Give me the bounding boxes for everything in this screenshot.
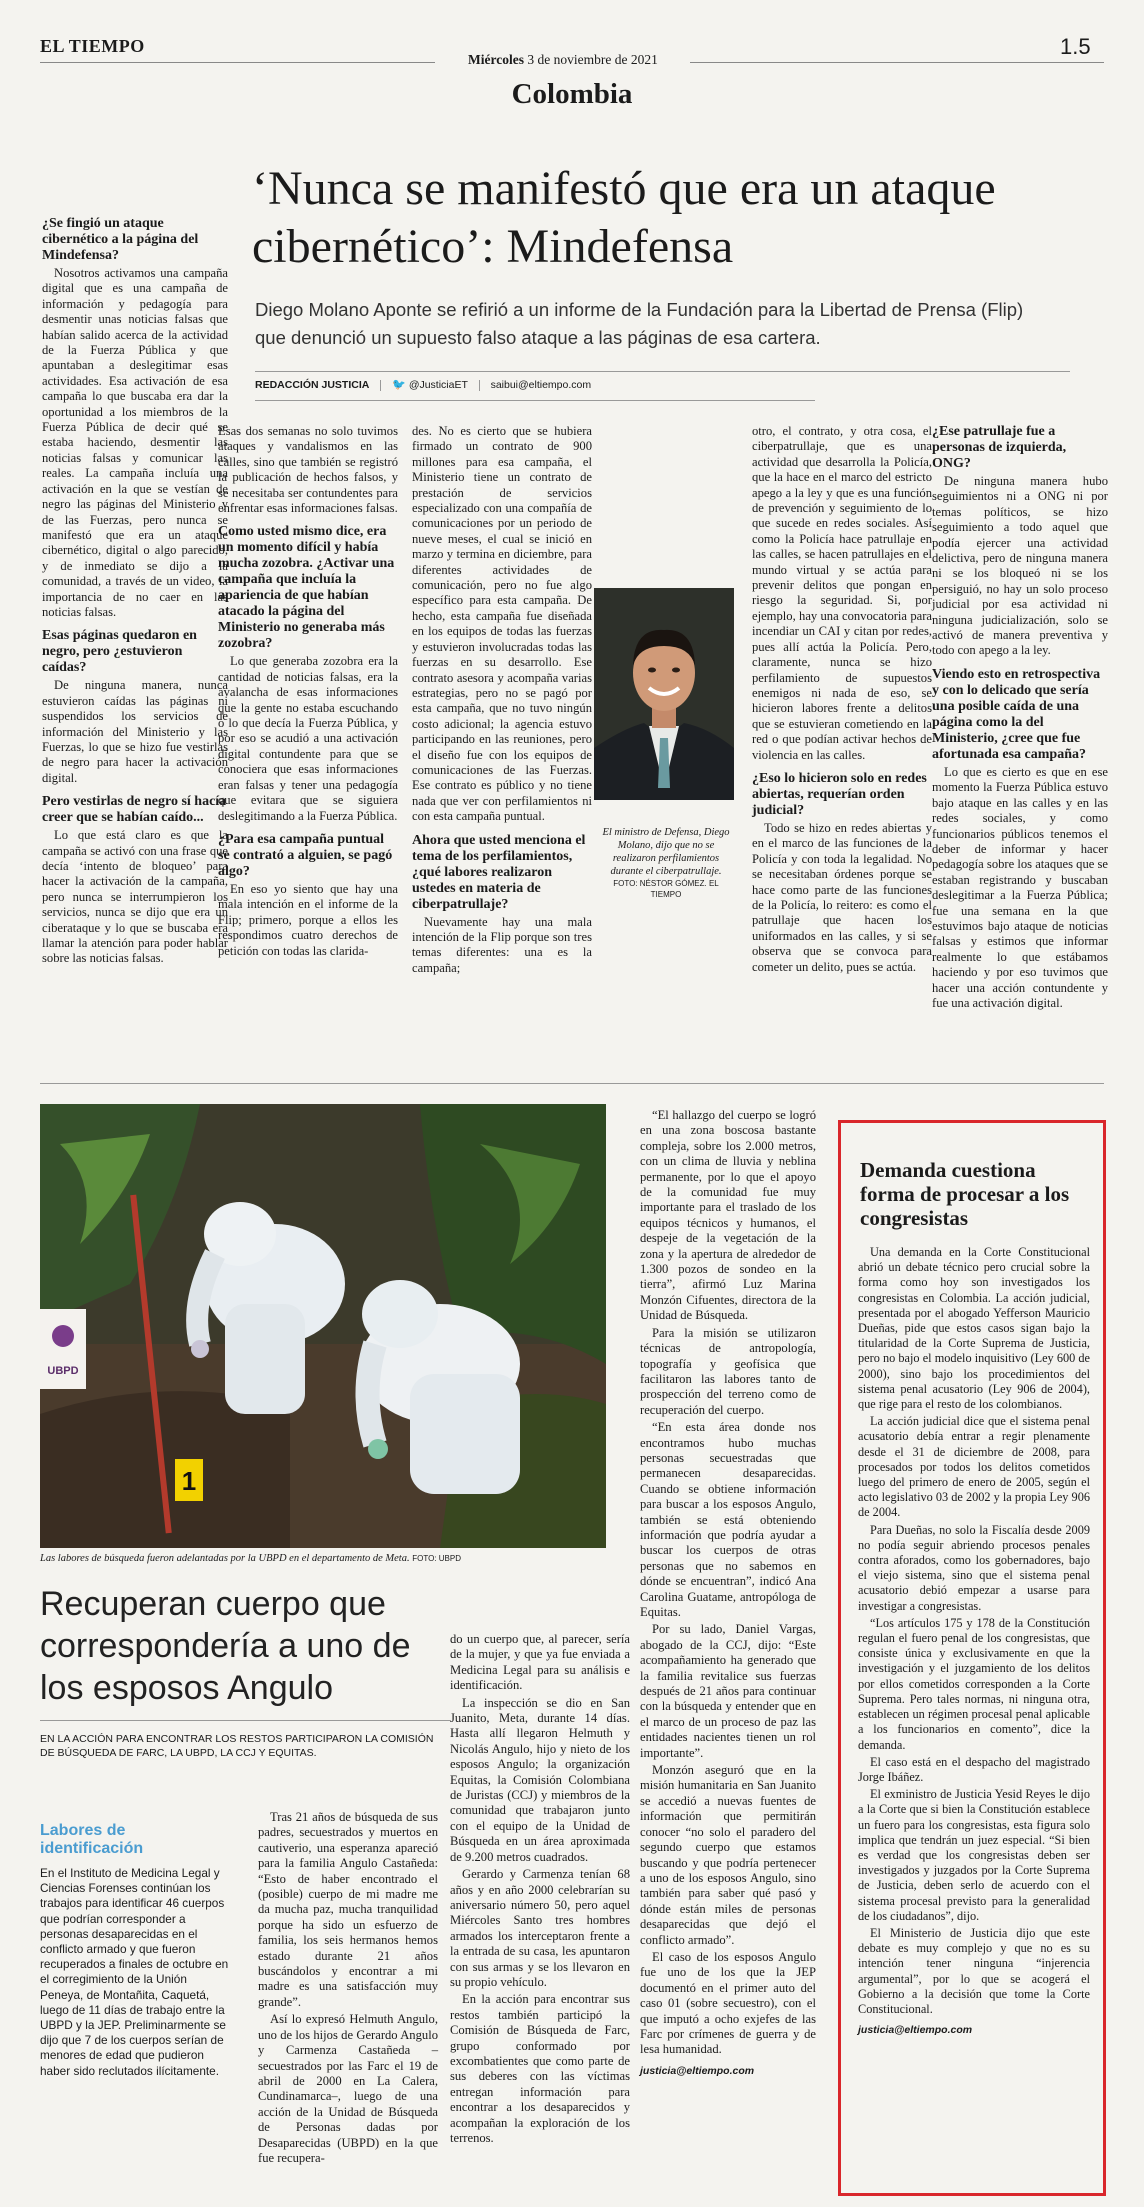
masthead-rule-right (690, 62, 1104, 63)
ubpd-sign-label: UBPD (47, 1365, 79, 1377)
minister-photo-caption: El ministro de Defensa, Diego Molano, dijo que no se realizaron perfilamientos durante el ciberpatrullaje. (602, 827, 730, 877)
byline-email[interactable]: saibui@eltiempo.com (490, 379, 592, 391)
article2-headline: Recuperan cuerpo que correspondería a uno de los esposos Angulo (40, 1585, 411, 1707)
paragraph: Así lo expresó Helmuth Angulo, uno de los hijos de Gerardo Angulo y Carmenza Castañeda –secuestrados por las Farc el 19 de abril de 2000 en La Calera, Cundinamarca–, luego de una acción de la Unidad de Búsqueda de Personas dadas por Desaparecidas (UBPD) en la que fue recupera- (258, 2012, 438, 2165)
masthead-rule-left (40, 62, 435, 63)
question: Como usted mismo dice, era un momento difícil y había mucha zozobra. ¿Activar una campaña que incluía la apariencia de que habían atacado la página del Ministerio no generaba más zozobra? (218, 524, 395, 652)
byline-twitter[interactable]: @JusticiaET (408, 379, 468, 391)
paragraph: Tras 21 años de búsqueda de sus padres, secuestrados y muertos en cautiverio, una esperanza apareció para la familia Angulo Castañeda: “Esto de haber encontrado el (posible) cuerpo de mi madre me da mucha paz, mucha tranquilidad porque ha sido un esfuerzo de familia, los seis hermanos hemos estado durante 21 años buscándolos y encontrar a mi madre es una satisfacción muy grande”. (258, 1810, 438, 2009)
question: ¿Eso lo hicieron solo en redes abiertas, requerían orden judicial? (752, 770, 927, 818)
answer: Nosotros activamos una campaña digital que es una campaña de información y pedagogía para desmentir unas noticias falsas que habían salido acerca de la actividad de la Fuerza Pública y que apuntaban a deslegitimar esas actividades. Esa activación de esa campaña lo que buscaba era dar la oportunidad a los miembros de la Fuerza Pública de decir qué se estaba haciendo, desmentir las noticias falsas y comunicar las reales. La campaña incluía una activación en la que se vestían de negro las páginas del Ministerio y de las Fuerzas, pero nunca se manifestó que era un ataque cibernético, digital o algo parecido, y de inmediato se dijo a la comunidad, a través de un video, la importancia de no caer en las noticias falsas. (42, 266, 228, 619)
article2-column-2 (450, 1632, 630, 2148)
masthead-day: Miércoles (468, 52, 524, 67)
section-title: Colombia (511, 78, 633, 110)
answer: Lo que es cierto es que en ese momento la Fuerza Pública estuvo bajo ataque en las calles y en las redes sociales, y como funcionarios públicos tenemos el deber de informar y hacer pedagogía sobre los ataques que se estaban registrando y buscaban deslegitimar a la Fuerza Pública; fue una semana en la que estuvimos bajo ataque de noticias falsas y estimos que informar realmente lo que estábamos haciendo y por eso tuvimos que hacer una acción contundente y fue una activación digital. (932, 764, 1108, 1010)
article1-column-4 (752, 424, 932, 977)
minister-photo (594, 588, 734, 800)
article3-headline: Demanda cuestiona forma de procesar a los congresistas (860, 1158, 1070, 1230)
byline-rule-bottom (255, 400, 815, 401)
answer: Esas dos semanas no solo tuvimos ataques y vandalismos en las calles, sino que también se registró la publicación de hechos falsos, y se necesitaba ser contundentes para enfrentar esas informaciones falsas. (218, 424, 398, 516)
minister-portrait-illustration (594, 588, 734, 800)
page-number: 1.5 (1060, 34, 1091, 59)
question: ¿Ese patrullaje fue a personas de izquierda, ONG? (932, 424, 1067, 471)
byline-author: REDACCIÓN JUSTICIA (255, 379, 370, 391)
paragraph: La acción judicial dice que el sistema penal acusatorio debía entrar a regir plenamente desde el 31 de diciembre de 2008, para procesados por todos los delitos cometidos luego del primero de enero de 2005, según el acto legislativo 03 de 2002 y la propia Ley 906 de 2004. (858, 1414, 1090, 1520)
article2-column-1 (258, 1810, 438, 2168)
sidebar-title: Labores de identificación (40, 1822, 144, 1857)
paragraph: Por su lado, Daniel Vargas, abogado de la CCJ, dijo: “Este acompañamiento ha generado que la familia revitalice sus fuerzas después de 21 años para continuar con la búsqueda y entender que en el marco de un proceso de paz las entidades nacientes tienen un rol importante”. (640, 1622, 816, 1760)
section-divider (40, 1083, 1104, 1084)
paragraph: Monzón aseguró que en la misión humanitaria en San Juanito se accedió a nuevas fuentes de información que permitirán conocer “no solo el paradero del segundo cuerpo que estamos buscando y que podría pertenecer a uno de los esposos Angulo, sino también para saber qué pasó y dónde están miles de personas desaparecidas que dejó el conflicto armado”. (640, 1763, 816, 1947)
article1-column-2 (218, 424, 398, 961)
paragraph: Una demanda en la Corte Constitucional abrió un debate técnico pero crucial sobre la forma como hoy son investigados los congresistas en Colombia. La acción judicial, presentada por el abogado Yefferson Mauricio Dueñas, pide que estos casos sigan bajo la titularidad de la Corte Suprema de Justicia, pero no bajo el modelo inquisitivo (Ley 600 de 2000), sino bajo los procedimientos del sistema penal acusatorio (Ley 906 de 2004), que rige para el resto de los colombianos. (858, 1245, 1090, 1412)
forensic-search-illustration (40, 1104, 606, 1548)
article2-email[interactable]: justicia@eltiempo.com (640, 2064, 755, 2077)
paragraph: Para la misión se utilizaron técnicas de antropología, topografía y geofísica que facilitaron las labores tanto de prospección del terreno como de recuperación del cuerpo. (640, 1325, 816, 1417)
paragraph: La inspección se dio en San Juanito, Meta, durante 14 días. Hasta allí llegaron Helmuth y Nicolás Angulo, hijo y nieto de los esposos Angulo; la organización Equitas, la Comisión Colombiana de Juristas (CCJ) y miembros de la comunidad que trabajaron junto con el equipo de la Unidad de Búsqueda en un área aproximada de 9.200 metros cuadrados. (450, 1695, 630, 1864)
search-photo-caption-line (40, 1552, 610, 1565)
paragraph: “Los artículos 175 y 178 de la Constitución regulan el fuero penal de los congresistas, que consiste única y exclusivamente en que la investigación y el juzgamiento de los delitos por ellos cometidos corresponden a la Corte Suprema. Pero tales normas, ni ninguna otra, establecen un régimen procesal penal aplicable a los funcionarios en comento”, dice la demanda. (858, 1615, 1090, 1752)
evidence-marker-number: 1 (181, 1466, 197, 1496)
article1-column-3 (412, 424, 592, 978)
paragraph: En la acción para encontrar sus restos también participó la Comisión de Búsqueda de Farc, grupo conformado por excombatientes que como parte de sus deberes con las víctimas entregan información para encontrar a los desaparecidos y acompañan la exploración de los terrenos. (450, 1992, 630, 2145)
byline-rule-top (255, 371, 1070, 372)
article2-subhead: EN LA ACCIÓN PARA ENCONTRAR LOS RESTOS PARTICIPARON LA COMISIÓN DE BÚSQUEDA DE FARC, LA UBPD, LA CCJ Y EQUITAS. (40, 1733, 434, 1759)
answer: Nuevamente hay una mala intención de la Flip porque son tres temas diferentes: una es la campaña; (412, 914, 592, 975)
paragraph: Para Dueñas, no solo la Fiscalía desde 2009 no podía seguir abriendo procesos penales contra aforados, como los gobernadores, bajo el viejo sistema, sino que el sistema penal acusatorio debió empezar a usarse para investigar a congresistas. (858, 1522, 1090, 1613)
answer: De ninguna manera hubo seguimientos ni a ONG ni por temas políticos, se hizo seguimiento a todo aquel que podía ejercer una actividad delictiva, pero de ninguna manera ni se los bloqueó ni se los persiguió, no hay un solo proceso judicial por esa actividad ni ninguna judicialización, solo se activó de manera preventiva y todo con apego a la ley. (932, 474, 1108, 658)
brand-logo: EL TIEMPO (40, 36, 145, 56)
question: Esas páginas quedaron en negro, pero ¿estuvieron caídas? (42, 628, 197, 676)
paragraph: El Ministerio de Justicia dijo que este debate es muy complejo y que no es su intención tener ninguna “injerencia argumental”, por lo que se acogerá el Gobierno a la decisión que tome la Corte Constitucional. (858, 1925, 1090, 2016)
masthead-date-text: 3 de noviembre de 2021 (527, 52, 658, 67)
answer: Todo se hizo en redes abiertas y en el marco de las funciones de la Policía y con toda la legalidad. No se necesitaban órdenes porque se hace como parte de las funciones de la Policía, lo reitero: es como el patrullaje que hacen los uniformados en las calles, y si se observa que se convoca para cometer un delito, pues se actúa. (752, 820, 932, 974)
question: ¿Se fingió un ataque cibernético a la página del Mindefensa? (42, 216, 199, 263)
answer: des. No es cierto que se hubiera firmado un contrato de 900 millones para esa campaña, el Ministerio tiene un contrato de prestación de servicios especializado con una compañía de comunicaciones por un periodo de nueve meses, el cual se inició en marzo y termina en diciembre, para diferentes actividades de comunicación, pero no fue algo específico para esta campaña. De hecho, esta campaña fue diseñada en los equipos de todas las fuerzas y estuvieron involucradas todas las fuerzas en su desarrollo. Ese contrato asesora y acompaña varias estrategias, pero no se pagó por esta campaña, que no tuvo ningún costo adicional; la agencia estuvo participando en las reuniones, pero el diseño fue con los equipos de comunicaciones de las Fuerzas. Ese contrato es público y no tiene nada que ver con perfilamientos ni con esta campaña puntual. (412, 424, 592, 824)
article1-column-5 (932, 424, 1108, 1013)
masthead-date (468, 52, 658, 68)
answer: Lo que está claro es que la campaña se activó con una frase que decía ‘intento de bloqueo’ para hacer la activación de la campaña, pero nunca se interrumpieron los servicios, nunca se dijo que era un ciberataque y lo que se buscaba era llamar la atención para poder hablar sobre las noticias falsas. (42, 828, 228, 966)
article1-subhead: Diego Molano Aponte se refirió a un informe de la Fundación para la Libertad de Prensa (Flip) que denunció un supuesto falso ataque a las páginas de esa cartera. (255, 299, 1024, 348)
answer: De ninguna manera, nunca estuvieron caídas las páginas ni suspendidos los servicios de información del Ministerio y las Fuerzas, lo que se hizo fue vestirlas de negro para hacer la activación digital. (42, 678, 228, 785)
ubpd-sign (40, 1309, 86, 1389)
article3-email[interactable]: justicia@eltiempo.com (858, 2024, 973, 2037)
search-photo-caption: Las labores de búsqueda fueron adelantadas por la UBPD en el departamento de Meta. (40, 1553, 410, 1564)
question: Ahora que usted menciona el tema de los perfilamientos, ¿qué labores realizaron ustedes en materia de ciberpatrullaje? (412, 832, 586, 912)
article1-headline: ‘Nunca se manifestó que era un ataque cibernético’: Mindefensa (252, 162, 996, 273)
article2-column-3 (640, 1108, 816, 2079)
paragraph: “En esta área donde nos encontramos hubo muchas personas secuestradas que permanecen desaparecidas. Cuando se obtiene información para buscar a los esposos Angulo, también se está obteniendo información que podría ayudar a buscar los cuerpos de otras personas que no sabemos en dónde se encuentran”, indicó Ana Carolina Guatame, antropóloga de Equitas. (640, 1420, 816, 1619)
question: Pero vestirlas de negro sí hacía creer que se habían caído... (42, 794, 227, 826)
answer: Lo que generaba zozobra era la cantidad de noticias falsas, era la avalancha de esas informaciones que la gente no estaba escuchando o lo que decía la Fuerza Pública, y por eso se acudió a una activación digital contundente para que se conociera que esas informaciones eran falsas y tener una pedagogía que evitara que se siguiera deslegitimando a la Fuerza Pública. (218, 654, 398, 823)
article1-column-1 (42, 216, 228, 969)
article2-rule (40, 1720, 450, 1721)
sidebar-paragraph: En el Instituto de Medicina Legal y Ciencias Forenses continúan los trabajos para identificar 46 cuerpos que podrían corresponder a personas desaparecidas en el conflicto armado y que fueron recuperados a finales de octubre en el corregimiento de la Unión Peneya, de Montañita, Caquetá, luego de 11 días de trabajo entre la UBPD y la JEP. Preliminarmente se dijo que 7 de los cuerpos serían de menores de edad que pudieron haber sido reclutados ilícitamente. (40, 1866, 229, 2078)
paragraph: do un cuerpo que, al parecer, sería de la mujer, y que ya fue enviada a Medicina Legal para su análisis e identificación. (450, 1632, 630, 1693)
paragraph: El caso está en el despacho del magistrado Jorge Ibáñez. (858, 1754, 1090, 1784)
sidebar-text (40, 1866, 230, 2081)
search-photo-credit: FOTO: UBPD (412, 1554, 461, 1563)
twitter-icon: 🐦 (392, 379, 406, 391)
paragraph: “El hallazgo del cuerpo se logró en una zona boscosa bastante compleja, sobre los 2.000 metros, con un clima de lluvia y neblina permanente, por lo que el apoyo de la comunidad fue muy importante para el traslado de los equipos técnicos y humanos, el despeje de la vegetación de la zona y la apertura de alrededor de 1.300 pozos de sondeo en la tierra”, afirmó Luz Marina Monzón Cifuentes, directora de la Unidad de Búsqueda. (640, 1108, 816, 1323)
minister-photo-credit: FOTO: NÉSTOR GÓMEZ. EL TIEMPO (613, 879, 719, 899)
paragraph: Gerardo y Carmenza tenían 68 años y en año 2000 celebrarían su aniversario número 50, pero aquel Miércoles Santo tres hombres armados los interceptaron frente a la entrada de su casa, les apuntaron con sus armas y se los llevaron en su propio vehículo. (450, 1867, 630, 1989)
paragraph: El exministro de Justicia Yesid Reyes le dijo a la Corte que si bien la Constitución establece un fuero para los congresistas, esta figura solo implica que tendrán un juez especial. “Si bien es verdad que los congresistas deben ser investigados y juzgados por la Corte Suprema de Justicia, deben serlo de acuerdo con el sistema procesal previsto para la generalidad de los ciudadanos”, dijo. (858, 1787, 1090, 1923)
search-photo (40, 1104, 606, 1548)
question: ¿Para esa campaña puntual se contrató a alguien, se pagó algo? (218, 831, 393, 879)
question: Viendo esto en retrospectiva y con lo delicado que sería una posible caída de una página como la del Ministerio, ¿cree que fue afortunada esa campaña? (932, 666, 1101, 762)
answer: En eso yo siento que hay una mala intención en el informe de la Flip; primero, porque a ellos les respondimos cuatro derechos de petición con todas las clarida- (218, 881, 398, 958)
byline (255, 378, 855, 391)
answer: otro, el contrato, y otra cosa, el ciberpatrullaje, que es una actividad que desarrolla la Policía, que la hace en el marco del estricto apego a la ley y que es una función de prevención y seguimiento de lo que sucede en redes sociales. Así como la Policía hace patrullaje en las calles, se hacen patrullajes en el mundo virtual y se actúa para prevenir delitos que pongan en riesgo la seguridad. Si, por ejemplo, hay una convocatoria para incendiar un CAI y citan por redes, pues allí actúa la Policía. Pero, claramente, nunca se hizo perfilamiento de supuestos enemigos ni nada de eso, se hicieron labores frente a delitos que se estuvieran cometiendo en la red o que podían activar hechos de violencia en las calles. (752, 424, 932, 762)
paragraph: El caso de los esposos Angulo fue uno de los que la JEP documentó en el primer auto del caso 01 (sobre secuestro), con el que imputó a ocho exjefes de las Farc por crímenes de guerra y de lesa humanidad. (640, 1949, 816, 2057)
article3-body (858, 1245, 1090, 2038)
